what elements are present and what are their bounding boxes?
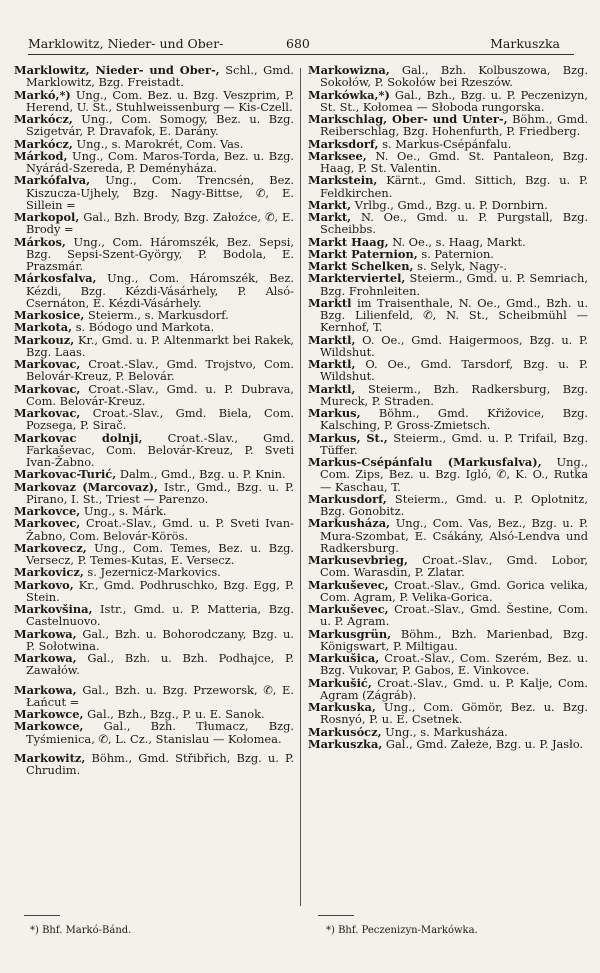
entry-text: Croat.-Slav., Gmd. Biela, Com. Pozsega, P. Sirač. [26,406,294,433]
entry-text: Ung., Com. Temes, Bez. u. Bzg. Versecz, P. Temes-Kutas, E. Versecz. [26,540,294,567]
entry-headword: Markterviertel, [308,271,406,286]
entry-headword: Markouz, [14,332,75,347]
gazetteer-entry [308,407,588,432]
entry-text: Croat.-Slav., Com. Szerém, Bez. u. Bzg. Vukovar, P. Gabos, E. Vinkovce. [320,651,588,678]
entry-headword: Markó,*) [14,87,71,102]
entry-headword: Markovaz (Marcovaz), [14,479,159,494]
entry-text: Istr., Gmd. u. P. Matteria, Bzg. Castelnuovo. [26,602,294,629]
entry-headword: Markuševec, [308,577,389,592]
entry-text: Croat.-Slav., Gmd. Šestine, Com. u. P. Agram. [320,602,588,629]
entry-headword: Marksee, [308,148,367,163]
gazetteer-entry [14,150,294,175]
gazetteer-entry [14,432,294,469]
gazetteer-entry [308,554,588,579]
entry-headword: Márkosfalva, [14,271,97,286]
entry-text: Ung., Com. Somogy, Bez. u. Bzg. Szigetvár, P. Dravafok, E. Darány. [26,112,294,139]
entry-headword: Markovac, [14,406,81,420]
entry-headword: Markusevbrieg, [308,553,408,567]
entry-headword: Markt Haag, [308,234,389,249]
entry-text: Gal., Gmd. Załeże, Bzg. u. P. Jasło. [385,736,584,751]
footnote-left: *) Bhf. Markó-Bánd. [30,925,132,936]
entry-headword: Markuszka, [308,736,383,751]
footnote-rule-right [318,915,354,916]
gazetteer-entry [308,652,588,677]
entry-text: Croat.-Slav., Gmd. Trojstvo, Com. Belovár-Kreuz, P. Belovár. [26,357,294,384]
gazetteer-entry [308,383,588,408]
entry-text: Steierm., Gmd. u. P. Semriach, Bzg. Frohnleiten. [320,271,588,298]
entry-text: Croat.-Slav., Gmd. u. P. Dubrava, Com. Belovár-Kreuz. [26,381,294,408]
entry-text: Böhm., Gmd. Reiberschlag, Bzg. Hohenfurth, P. Friedberg. [320,112,588,139]
entry-text: Ung., Com. Zips, Bez. u. Bzg. Igló, ✆, K. O., Rutka — Kaschau, T. [320,455,588,494]
entry-text: Kr., Gmd. u. P. Altenmarkt bei Rakek, Bzg. Laas. [26,332,294,359]
entry-headword: Markófalva, [14,173,91,188]
gazetteer-entry [14,579,294,604]
gazetteer-entry [308,150,588,175]
entry-headword: Markówka,*) [308,87,390,102]
gazetteer-entry [308,297,588,334]
entry-text: Gal., Bzh., Bzg., P. u. E. Sanok. [87,707,265,721]
entry-headword: Markowa, [14,626,77,641]
entry-headword: Markusdorf, [308,491,387,506]
running-head-right: Markuszka [490,36,560,51]
entry-headword: Markovac dolnji, [14,430,143,445]
entry-headword: Markuska, [308,700,376,714]
entry-headword: Markovac, [14,381,81,396]
entry-headword: Markovšina, [14,602,93,616]
entry-headword: Markus, [308,406,361,420]
entry-text: Ung., Com. Háromszék, Bez. Sepsi, Bzg. Sepsi-Szent-György, P. Bodola, E. Prazsmár. [26,234,294,273]
gazetteer-entry [14,358,294,383]
footnote-rule-left [24,915,60,916]
entry-text: Gal., Bzh., Bzg. u. P. Peczenizyn, St. St., Kołomea — Słoboda rungorska. [320,87,588,114]
gazetteer-entry [14,628,294,653]
entry-headword: Markus-Csépánfalu (Markusfalva), [308,455,542,469]
entry-text: Steierm., s. Markusdorf. [88,308,229,322]
gazetteer-entry [14,603,294,628]
entry-text: s. Paternion. [421,246,494,261]
entry-text: Gal., Bzh. Brody, Bzg. Załoźce, ✆, E. Brody = [26,210,294,237]
gazetteer-entry [14,652,294,677]
entry-text: Steierm., Bzh. Radkersburg, Bzg. Mureck, P. Straden. [320,381,588,408]
entry-text: Ung., Com. Gömör, Bez. u. Bzg. Rosnyó, P. u. E. Csetnek. [320,700,588,727]
entry-headword: Markt, [308,210,352,224]
entry-headword: Marktl, [308,332,356,347]
entry-headword: Markt, [308,197,352,212]
entry-headword: Marktl [308,295,352,310]
entry-text: Böhm., Gmd. Křižovice, Bzg. Kalsching, P. Gross-Zmietsch. [320,406,588,433]
gazetteer-entry [308,628,588,653]
entry-text: Croat.-Slav., Gmd. Farkaševac, Com. Belovár-Kreuz, P. Sveti Ivan-Žabno. [26,430,294,469]
gazetteer-columns [14,64,588,909]
entry-headword: Markusgrün, [308,626,392,641]
entry-text: Steierm., Gmd. u. P. Trifail, Bzg. Tüffer. [320,430,588,457]
gazetteer-entry [14,236,294,273]
entry-text: s. Selyk, Nagy-. [417,259,507,273]
entry-text: Vrlbg., Gmd., Bzg. u. P. Dornbirn. [354,197,548,212]
entry-text: Istr., Gmd., Bzg. u. P. Pirano, I. St., Triest — Parenzo. [26,479,294,506]
entry-headword: Markowizna, [308,64,390,77]
gazetteer-entry [308,738,588,750]
entry-text: Kr., Gmd. Podhruschko, Bzg. Egg, P. Stein. [26,577,294,604]
entry-text: im Traisenthale, N. Oe., Gmd., Bzh. u. Bzg. Lilienfeld, ✆, N. St., Scheibmühl — Kernhof, T. [320,295,588,335]
gazetteer-entry [308,493,588,518]
entry-headword: Markschlag, Ober- und Unter-, [308,112,508,126]
gazetteer-entry [308,358,588,383]
gazetteer-entry [14,272,294,309]
column-divider [300,68,301,906]
entry-headword: Markota, [14,320,73,335]
entry-headword: Markusháza, [308,516,391,531]
gazetteer-entry [14,407,294,432]
entry-text: Croat.-Slav., Gmd. Gorica velika, Com. Agram, P. Velika-Gorica. [320,577,588,604]
entry-text: O. Oe., Gmd. Haigermoos, Bzg. u. P. Wildshut. [320,332,588,359]
entry-text: Gal., Bzh. u. Bzh. Podhajce, P. Zawałów. [26,651,294,678]
entry-text: N. Oe., Gmd. u. P. Purgstall, Bzg. Scheibbs. [320,210,588,237]
entry-headword: Marktl, [308,381,356,396]
entry-headword: Markowa, [14,651,77,665]
entry-headword: Markus, St., [308,430,388,445]
entry-headword: Markovac, [14,357,81,371]
gazetteer-entry [308,64,588,89]
entry-text: Ung., Com. Maros-Torda, Bez. u. Bzg. Nyárád-Szereda, P. Deményháza. [26,148,294,175]
right-column [308,64,588,909]
entry-headword: Markovac-Turić, [14,467,117,482]
entry-text: Gal., Bzh. u. Bzg. Przeworsk, ✆, E. Łańcut = [26,682,294,709]
gazetteer-entry [14,89,294,114]
gazetteer-entry [308,113,588,138]
entry-headword: Markovo, [14,577,74,592]
gazetteer-entry [14,174,294,211]
entry-text: Schl., Gmd. Marklowitz, Bzg. Freistadt. [26,64,294,90]
entry-headword: Markovicz, [14,565,84,580]
gazetteer-entry [308,701,588,726]
gazetteer-entry [14,481,294,506]
entry-headword: Markócz, [14,136,73,151]
entry-headword: Markt Schelken, [308,259,414,273]
entry-text: O. Oe., Gmd. Tarsdorf, Bzg. u. P. Wildshut. [320,357,588,384]
gazetteer-entry [14,684,294,709]
entry-headword: Marktl, [308,357,356,371]
gazetteer-entry [14,64,294,89]
gazetteer-entry [14,211,294,236]
entry-text: Ung., Com. Háromszék, Bez. Kézdi, Bzg. Kézdi-Vásárhely, P. Alsó-Csernáton, E. Kézdi-Vásárhely. [26,271,294,310]
gazetteer-entry [308,603,588,628]
entry-headword: Markowce, [14,707,84,721]
gazetteer-entry [308,272,588,297]
entry-headword: Markušić, [308,675,372,690]
entry-text: Ung., Com. Vas, Bez., Bzg. u. P. Mura-Szombat, E. Csákány, Alsó-Lendva und Radkersburg. [320,516,588,555]
entry-text: s. Bódogo und Markota. [75,320,215,335]
entry-headword: Markosice, [14,308,85,322]
gazetteer-entry [14,542,294,567]
entry-text: Dalm., Gmd., Bzg. u. P. Knin. [119,467,286,482]
gazetteer-entry [14,113,294,138]
entry-text: Croat.-Slav., Gmd. u. P. Kalje, Com. Agram (Zágráb). [320,675,588,702]
entry-headword: Markovce, [14,504,81,518]
entry-text: N. Oe., s. Haag, Markt. [392,234,526,249]
entry-text: Gal., Bzh. u. Bohorodczany, Bzg. u. P. Sołotwina. [26,626,294,653]
gazetteer-entry [308,677,588,702]
gazetteer-entry [308,579,588,604]
entry-text: Steierm., Gmd. u. P. Oplotnitz, Bzg. Gonobitz. [320,491,588,518]
entry-headword: Márkos, [14,234,66,249]
running-head-left: Marklowitz, Nieder- und Ober- [28,36,224,51]
entry-headword: Marksdorf, [308,136,379,151]
entry-headword: Markopol, [14,210,80,224]
entry-text: Ung., s. Márk. [83,504,167,518]
gazetteer-entry [14,752,294,777]
entry-text: Kärnt., Gmd. Sittich, Bzg. u. P. Feldkirchen. [320,173,588,200]
entry-text: s. Markus-Csépánfalu. [382,136,512,151]
entry-headword: Markowce, [14,719,84,734]
entry-text: Croat.-Slav., Gmd. Lobor, Com. Warasdin, P. Zlatar. [320,553,588,580]
entry-text: Ung., Com. Bez. u. Bzg. Veszprim, P. Herend, U. St., Stuhlweissenburg — Kis-Czell. [26,87,294,114]
entry-headword: Márkod, [14,148,68,163]
gazetteer-entry [14,517,294,542]
entry-text: Ung., Com. Trencsén, Bez. Kiszucza-Ujhely, Bzg. Nagy-Bittse, ✆, E. Sillein = [26,173,294,212]
entry-headword: Markowa, [14,682,77,697]
entry-headword: Marklowitz, Nieder- und Ober-, [14,64,220,77]
entry-headword: Markt Paternion, [308,246,418,261]
entry-headword: Markovec, [14,516,81,531]
gazetteer-entry [308,432,588,457]
entry-text: Gal., Bzh. Tłumacz, Bzg. Tyśmienica, ✆, L. Cz., Stanislau — Kołomea. [26,719,294,746]
gazetteer-entry [14,720,294,745]
entry-headword: Markovecz, [14,540,87,555]
entry-text: Böhm., Bzh. Marienbad, Bzg. Königswart, P. Miltigau. [320,626,588,653]
entry-text: Gal., Bzh. Kolbuszowa, Bzg. Sokołów, P. Sokołów bei Rzeszów. [320,64,588,90]
page-number: 680 [286,36,310,51]
gazetteer-entry [308,211,588,236]
entry-headword: Markócz, [14,112,73,126]
gazetteer-entry [308,456,588,493]
entry-headword: Markusócz, [308,724,382,739]
entry-headword: Markuševec, [308,602,389,616]
gazetteer-entry [14,383,294,408]
footnote-right: *) Bhf. Peczenizyn-Markówka. [326,925,478,936]
entry-text: Ung., s. Markusháza. [385,724,508,739]
entry-text: N. Oe., Gmd. St. Pantaleon, Bzg. Haag, P. St. Valentin. [320,148,588,175]
entry-headword: Markstein, [308,173,378,188]
entry-text: Croat.-Slav., Gmd. u. P. Sveti Ivan-Žabno, Com. Belovár-Körös. [26,516,294,543]
entry-text: s. Jezernicz-Markovics. [87,565,221,580]
entry-headword: Markušica, [308,651,380,665]
entry-text: Böhm., Gmd. Střibřich, Bzg. u. P. Chrudim. [26,750,294,777]
entry-headword: Markowitz, [14,750,86,765]
page-header [28,30,574,55]
gazetteer-entry [308,89,588,114]
gazetteer-entry [308,174,588,199]
entry-text: Ung., s. Marokrét, Com. Vas. [76,136,244,151]
gazetteer-entry [14,334,294,359]
gazetteer-entry [308,334,588,359]
left-column [14,64,294,909]
gazetteer-entry [308,517,588,554]
